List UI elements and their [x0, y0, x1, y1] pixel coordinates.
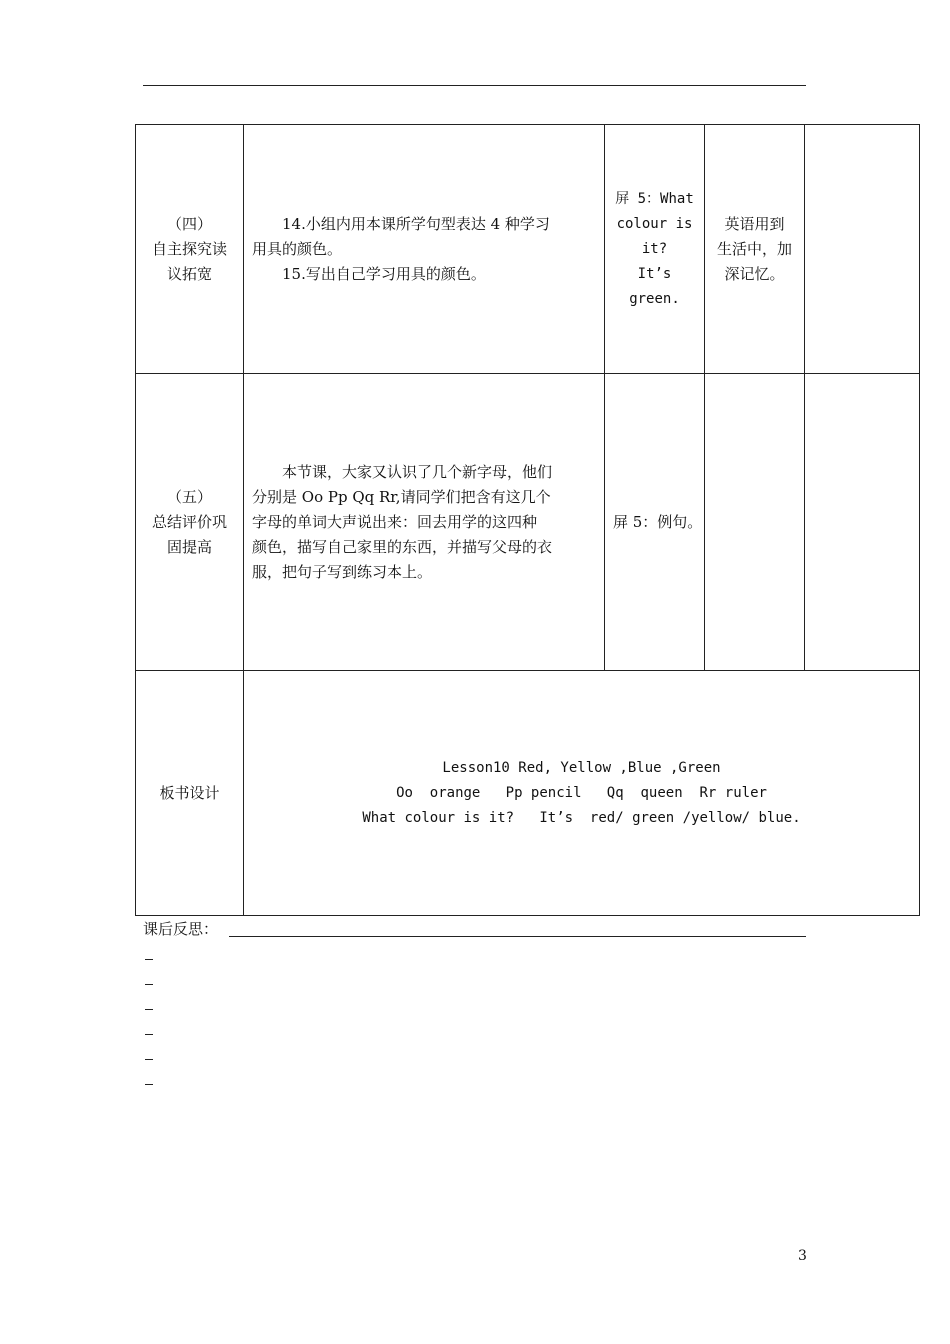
table-row — [136, 374, 920, 671]
activity-cell — [244, 374, 605, 671]
activity-line: 14.小组内用本课所学句型表达 4 种学习 — [282, 214, 550, 233]
blank-line-dash — [145, 959, 153, 960]
page-number: 3 — [798, 1248, 807, 1264]
activity-line: 颜色，描写自己家里的东西，并描写父母的衣 — [252, 537, 553, 556]
intent-cell — [705, 374, 805, 671]
table-row — [136, 671, 920, 916]
board-line: Lesson10 Red, Yellow ,Blue ,Green — [442, 759, 721, 776]
activity-line: 字母的单词大声说出来：回去用学的这四种 — [252, 512, 538, 531]
lesson-plan-table — [135, 124, 920, 916]
screen-line: colour is — [616, 215, 693, 232]
board-line: What colour is it? It’s red/ green /yellow/ blue. — [362, 809, 801, 826]
table-row — [136, 125, 920, 374]
screen-line: It’s — [637, 265, 672, 282]
stage-cell — [136, 374, 244, 671]
reflection-line — [229, 936, 806, 937]
note-cell — [805, 374, 920, 671]
activity-line: 本节课，大家又认识了几个新字母，他们 — [282, 462, 553, 481]
reflection-section — [143, 918, 806, 938]
board-line: Oo orange Pp pencil Qq queen Rr ruler — [396, 784, 767, 801]
stage-title-line: 固提高 — [166, 537, 212, 556]
blank-line-dash — [145, 1009, 153, 1010]
intent-line: 英语用到 — [724, 214, 785, 233]
board-content-cell — [244, 671, 920, 916]
board-label: 板书设计 — [159, 783, 220, 802]
intent-line: 深记忆。 — [724, 264, 785, 283]
reflection-label: 课后反思： — [143, 920, 219, 938]
activity-line: 15.写出自己学习用具的颜色。 — [282, 264, 486, 283]
blank-line-dash — [145, 984, 153, 985]
screen-cell — [605, 125, 705, 374]
blank-line-dash — [145, 1034, 153, 1035]
blank-line-dash — [145, 1084, 153, 1085]
stage-number: （五） — [166, 487, 212, 506]
header-rule — [143, 85, 806, 86]
stage-title-line: 自主探究读 — [151, 239, 227, 258]
blank-line-dash — [145, 1059, 153, 1060]
screen-line: it? — [641, 240, 668, 257]
stage-title-line: 议拓宽 — [166, 264, 212, 283]
note-cell — [805, 125, 920, 374]
screen-line: green. — [629, 290, 680, 307]
activity-line: 服，把句子写到练习本上。 — [252, 562, 433, 581]
intent-cell — [705, 125, 805, 374]
intent-line: 生活中，加 — [716, 239, 792, 258]
screen-line: 屏 5：What — [615, 190, 694, 207]
activity-line: 分别是 Oo Pp Qq Rr,请同学们把含有这几个 — [252, 487, 551, 506]
stage-number: （四） — [166, 214, 212, 233]
stage-title-line: 总结评价巩 — [151, 512, 227, 531]
activity-cell — [244, 125, 605, 374]
screen-cell — [605, 374, 705, 671]
screen-line: 屏 5：例句。 — [613, 512, 703, 531]
board-label-cell — [136, 671, 244, 916]
stage-cell — [136, 125, 244, 374]
activity-line: 用具的颜色。 — [252, 239, 343, 258]
